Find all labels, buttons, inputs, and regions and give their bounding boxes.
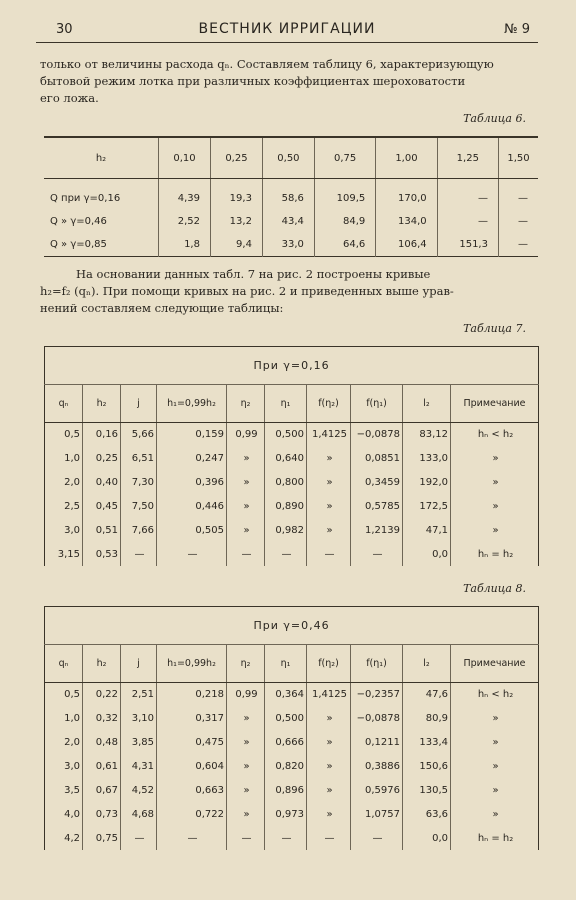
table-header-cell: 0,10 <box>159 137 211 179</box>
table-cell: — <box>121 826 157 850</box>
table-cell: — <box>121 542 157 566</box>
table-cell: 0,5976 <box>351 778 403 802</box>
text-line: бытовой режим лотка при различных коэффициентах шероховатости <box>40 74 466 88</box>
table-cell: 0,67 <box>83 778 121 802</box>
table-cell: 0,3459 <box>351 471 403 495</box>
table-cell: 170,0 <box>376 179 437 211</box>
table-row <box>45 422 539 446</box>
table-cell: 0,505 <box>157 518 227 542</box>
table-cell: » <box>307 802 351 826</box>
table-header-cell: 0,50 <box>262 137 314 179</box>
table-cell: 151,3 <box>437 233 498 257</box>
table-cell: » <box>227 447 265 471</box>
table-header-cell: η₂ <box>227 644 265 682</box>
table-cell: — <box>518 216 528 227</box>
table-cell: 0,48 <box>83 731 121 755</box>
table-cell: » <box>227 754 265 778</box>
table-cell: 3,0 <box>45 754 83 778</box>
table8-caption: Таблица 8. <box>463 582 526 595</box>
table-cell: » <box>307 447 351 471</box>
table-cell: hₙ < h₂ <box>477 689 514 701</box>
table-cell: 3,85 <box>121 731 157 755</box>
table-cell: — <box>518 239 528 250</box>
table-cell: » <box>227 778 265 802</box>
table-header-cell: l₂ <box>403 384 451 422</box>
table-cell: » <box>492 713 499 725</box>
table-row <box>44 233 538 257</box>
table-cell: 4,39 <box>159 179 211 211</box>
table-cell: 1,0 <box>45 447 83 471</box>
issue-number: № 9 <box>504 22 530 37</box>
table-cell: 63,6 <box>403 802 451 826</box>
table-cell: 4,52 <box>121 778 157 802</box>
text-line: только от величины расхода qₙ. Составляем таблицу 6, характеризующую <box>40 57 494 71</box>
table-header-cell: η₁ <box>265 644 307 682</box>
table-cell: 1,4125 <box>307 422 351 446</box>
table6-caption: Таблица 6. <box>463 112 526 125</box>
table-cell: 4,31 <box>121 754 157 778</box>
table-cell: — <box>227 826 265 850</box>
table-cell: 2,51 <box>121 682 157 706</box>
table-header-cell: 1,00 <box>376 137 437 179</box>
table-cell: 19,3 <box>210 179 262 211</box>
table-cell: 0,640 <box>265 447 307 471</box>
table-cell: 0,99 <box>227 682 265 706</box>
table-cell: » <box>227 731 265 755</box>
table-cell: 1,2139 <box>351 518 403 542</box>
table-cell: 0,1211 <box>351 731 403 755</box>
journal-title: ВЕСТНИК ИРРИГАЦИИ <box>198 21 376 37</box>
table-cell: 106,4 <box>376 233 437 257</box>
table-cell: 0,500 <box>265 422 307 446</box>
table-cell: 133,0 <box>403 447 451 471</box>
table-header-cell: 0,25 <box>210 137 262 179</box>
table-cell: — <box>351 826 403 850</box>
table-cell: — <box>265 542 307 566</box>
table-cell: 13,2 <box>210 210 262 233</box>
table-header-cell: j <box>121 644 157 682</box>
table-cell: 1,8 <box>159 233 211 257</box>
table-row <box>45 471 539 495</box>
table-cell: 0,800 <box>265 471 307 495</box>
table-header-cell: h₁=0,99h₂ <box>157 384 227 422</box>
table-cell: 192,0 <box>403 471 451 495</box>
table-cell: Q при γ=0,16 <box>44 179 159 211</box>
table-cell: 5,66 <box>121 422 157 446</box>
table-header-cell: qₙ <box>45 644 83 682</box>
table-cell: 47,6 <box>403 682 451 706</box>
table-row <box>45 731 539 755</box>
table-cell: — <box>518 193 528 204</box>
table7-caption: Таблица 7. <box>463 322 526 335</box>
table-cell: » <box>492 784 499 796</box>
table-cell: 0,75 <box>83 826 121 850</box>
table-cell: 4,0 <box>45 802 83 826</box>
table-cell: −0,0878 <box>351 422 403 446</box>
table-cell: 0,0 <box>403 542 451 566</box>
table-cell: 43,4 <box>262 210 314 233</box>
table-cell: — <box>227 542 265 566</box>
table-cell: » <box>227 802 265 826</box>
table-header-cell: h₂ <box>83 644 121 682</box>
table-header-cell: j <box>121 384 157 422</box>
table-row <box>45 778 539 802</box>
table-cell: 0,722 <box>157 802 227 826</box>
text-line: нений составляем следующие таблицы: <box>40 301 284 315</box>
table-cell: 64,6 <box>314 233 375 257</box>
table-header-cell: f(η₂) <box>307 644 351 682</box>
table-cell: 172,5 <box>403 494 451 518</box>
table-cell: 0,159 <box>157 422 227 446</box>
table-cell: » <box>307 494 351 518</box>
table-cell: 2,5 <box>45 494 83 518</box>
table-cell: 150,6 <box>403 754 451 778</box>
table-cell: 3,10 <box>121 707 157 731</box>
table-cell: hₙ = h₂ <box>477 832 514 844</box>
table-cell: 0,73 <box>83 802 121 826</box>
table-cell: 33,0 <box>262 233 314 257</box>
table-cell: 47,1 <box>403 518 451 542</box>
table-cell: hₙ < h₂ <box>477 429 514 441</box>
table-header-cell: 1,50 <box>498 137 538 179</box>
table-cell: — <box>437 179 498 211</box>
table-cell: 7,66 <box>121 518 157 542</box>
table-cell: 0,317 <box>157 707 227 731</box>
table-cell: 0,666 <box>265 731 307 755</box>
table-cell: 83,12 <box>403 422 451 446</box>
table-cell: 0,982 <box>265 518 307 542</box>
table-cell: 0,51 <box>83 518 121 542</box>
table-cell: 0,604 <box>157 754 227 778</box>
table-row <box>44 179 538 211</box>
second-paragraph <box>40 266 538 317</box>
table-row <box>45 682 539 706</box>
table-cell: » <box>492 737 499 749</box>
table-cell: 3,5 <box>45 778 83 802</box>
table-cell: 2,0 <box>45 731 83 755</box>
table-cell: −0,2357 <box>351 682 403 706</box>
table-cell: 7,30 <box>121 471 157 495</box>
table-cell: 0,247 <box>157 447 227 471</box>
table-cell: » <box>492 476 499 488</box>
table-cell: 0,16 <box>83 422 121 446</box>
table-cell: 0,500 <box>265 707 307 731</box>
table-cell: 6,51 <box>121 447 157 471</box>
table-cell: 3,0 <box>45 518 83 542</box>
table-cell: — <box>351 542 403 566</box>
table-cell: » <box>227 707 265 731</box>
text-line: h₂=f₂ (qₙ). При помощи кривых на рис. 2 и приведенных выше урав- <box>40 284 454 298</box>
table-cell: » <box>227 494 265 518</box>
table8-title: При γ=0,46 <box>45 607 539 645</box>
table-cell: » <box>492 524 499 536</box>
table-cell: 4,68 <box>121 802 157 826</box>
table-cell: — <box>307 826 351 850</box>
table-cell: 0,40 <box>83 471 121 495</box>
table-cell: 84,9 <box>314 210 375 233</box>
table-cell: 0,396 <box>157 471 227 495</box>
table-cell: 0,820 <box>265 754 307 778</box>
table-cell: 4,2 <box>45 826 83 850</box>
table-cell: » <box>307 471 351 495</box>
table-cell: Q » γ=0,46 <box>44 210 159 233</box>
table-cell: » <box>307 778 351 802</box>
text-line: его ложа. <box>40 91 99 105</box>
table-cell: 0,973 <box>265 802 307 826</box>
table-cell: 2,0 <box>45 471 83 495</box>
table-row <box>45 518 539 542</box>
table-cell: — <box>157 826 227 850</box>
table-header-cell: f(η₂) <box>307 384 351 422</box>
table-cell: hₙ = h₂ <box>477 548 514 560</box>
table-cell: 9,4 <box>210 233 262 257</box>
table-cell: 109,5 <box>314 179 375 211</box>
table-cell: » <box>492 500 499 512</box>
table-header-cell: Примечание <box>451 644 539 682</box>
table-cell: — <box>265 826 307 850</box>
intro-paragraph <box>40 56 538 107</box>
table-cell: 80,9 <box>403 707 451 731</box>
table-row <box>44 210 538 233</box>
table-cell: 0,0851 <box>351 447 403 471</box>
table-cell: 0,3886 <box>351 754 403 778</box>
table-cell: » <box>307 707 351 731</box>
table-header-cell: qₙ <box>45 384 83 422</box>
table-row <box>45 826 539 850</box>
table-cell: » <box>307 518 351 542</box>
table-cell: 0,890 <box>265 494 307 518</box>
table-cell: 0,25 <box>83 447 121 471</box>
table-row <box>45 802 539 826</box>
table-cell: » <box>492 808 499 820</box>
table-cell: 0,0 <box>403 826 451 850</box>
table-header-cell: Примечание <box>451 384 539 422</box>
table-cell: 0,61 <box>83 754 121 778</box>
table-cell: 1,0 <box>45 707 83 731</box>
table-cell: — <box>157 542 227 566</box>
table-header-cell: h₂ <box>83 384 121 422</box>
table-cell: 3,15 <box>45 542 83 566</box>
table-cell: » <box>492 760 499 772</box>
table-cell: » <box>307 731 351 755</box>
table-cell: 133,4 <box>403 731 451 755</box>
table-header-cell: h₁=0,99h₂ <box>157 644 227 682</box>
table-header-cell: f(η₁) <box>351 384 403 422</box>
table-cell: 58,6 <box>262 179 314 211</box>
table-cell: 1,4125 <box>307 682 351 706</box>
table-header-cell: 0,75 <box>314 137 375 179</box>
table-cell: 0,475 <box>157 731 227 755</box>
table-cell: 0,22 <box>83 682 121 706</box>
table-cell: » <box>307 754 351 778</box>
text-line: На основании данных табл. 7 на рис. 2 построены кривые <box>76 267 431 281</box>
table-cell: 0,32 <box>83 707 121 731</box>
table-cell: 0,53 <box>83 542 121 566</box>
table-cell: 0,663 <box>157 778 227 802</box>
table7-title: При γ=0,16 <box>45 347 539 385</box>
table-header-cell: 1,25 <box>437 137 498 179</box>
table-row <box>45 707 539 731</box>
table-cell: 0,364 <box>265 682 307 706</box>
table-cell: 0,45 <box>83 494 121 518</box>
table-header-cell: η₂ <box>227 384 265 422</box>
table-cell: 0,5 <box>45 682 83 706</box>
table-row <box>45 447 539 471</box>
table-row <box>45 494 539 518</box>
table-7 <box>44 346 539 566</box>
table-cell: 130,5 <box>403 778 451 802</box>
table-cell: » <box>492 453 499 465</box>
table-cell: 134,0 <box>376 210 437 233</box>
table-cell: 1,0757 <box>351 802 403 826</box>
table-row <box>45 542 539 566</box>
table-cell: 0,446 <box>157 494 227 518</box>
table-cell: 0,896 <box>265 778 307 802</box>
table-cell: 0,218 <box>157 682 227 706</box>
table-cell: Q » γ=0,85 <box>44 233 159 257</box>
table-cell: −0,0878 <box>351 707 403 731</box>
table-cell: 0,5 <box>45 422 83 446</box>
table-header-cell: l₂ <box>403 644 451 682</box>
table-cell: 2,52 <box>159 210 211 233</box>
table-cell: — <box>307 542 351 566</box>
table-header-cell: η₁ <box>265 384 307 422</box>
table-8 <box>44 606 539 850</box>
table-6 <box>44 136 538 257</box>
table-header-cell: h₂ <box>44 137 159 179</box>
table-cell: » <box>227 471 265 495</box>
page-number: 30 <box>56 22 73 37</box>
table-cell: — <box>437 210 498 233</box>
table-cell: 0,5785 <box>351 494 403 518</box>
table-cell: 7,50 <box>121 494 157 518</box>
table-cell: » <box>227 518 265 542</box>
table-header-cell: f(η₁) <box>351 644 403 682</box>
table-row <box>45 754 539 778</box>
page-header <box>36 20 538 43</box>
table-cell: 0,99 <box>227 422 265 446</box>
